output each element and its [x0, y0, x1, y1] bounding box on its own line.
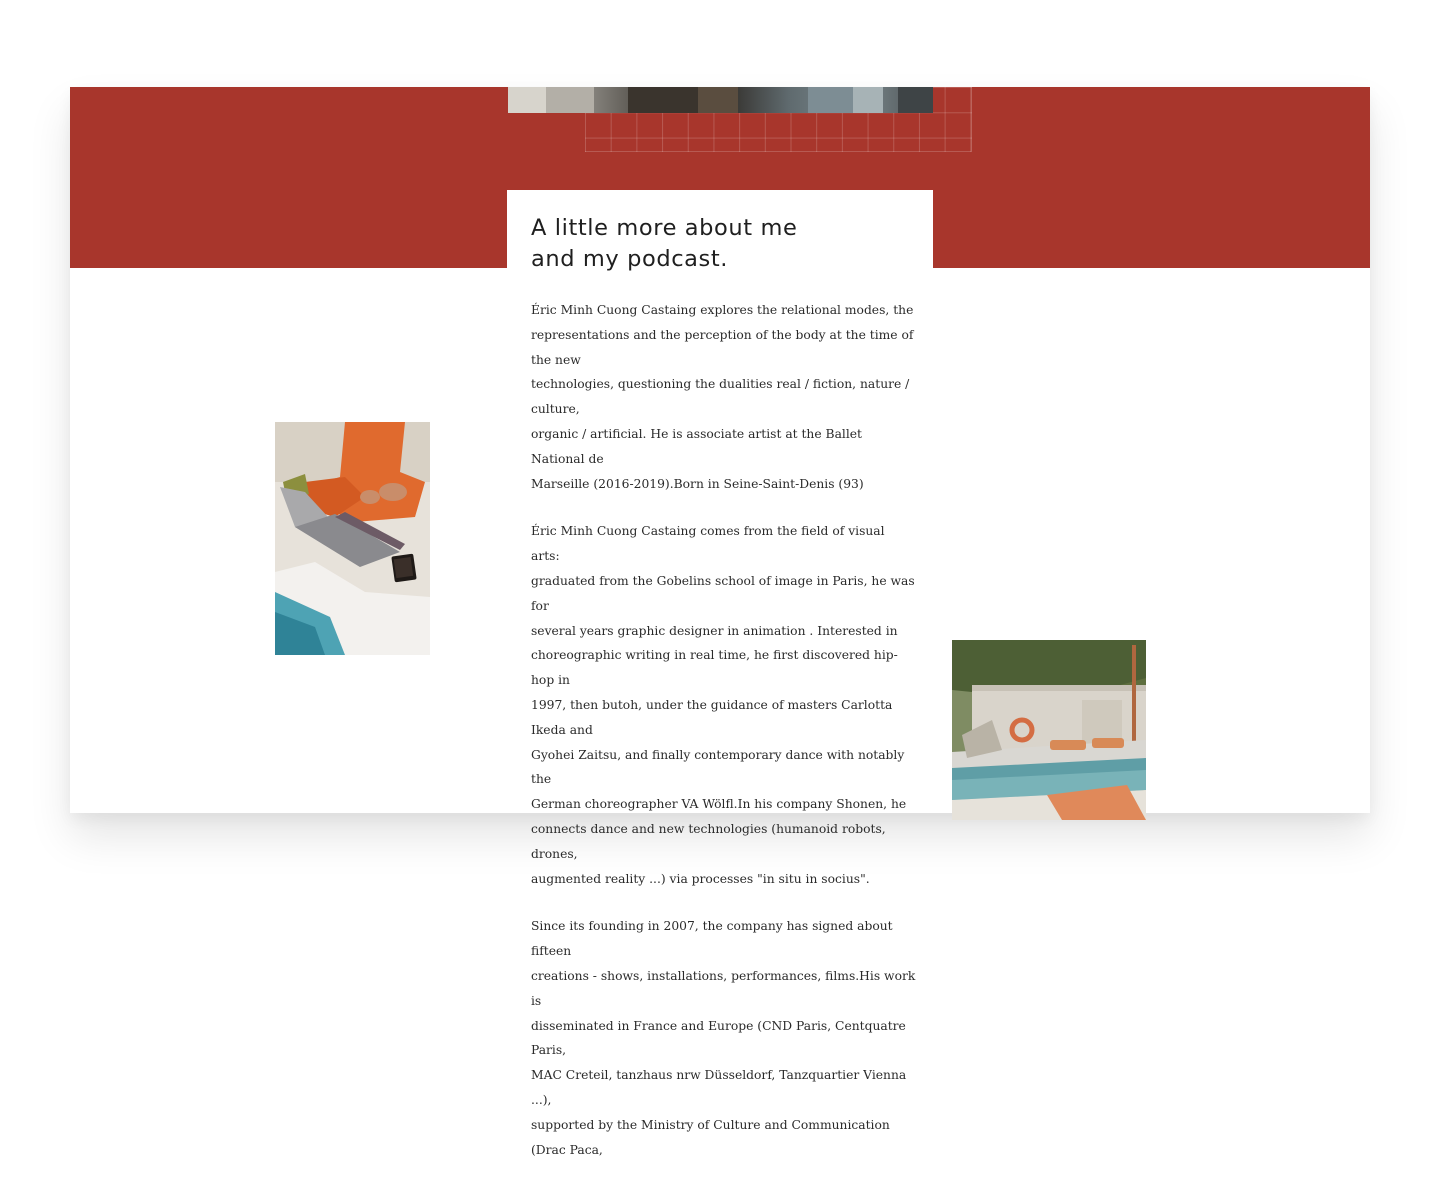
heading-line-1: A little more about me — [531, 215, 798, 241]
paragraph-company: Since its founding in 2007, the company has signed about fifteen creations - shows, installations, performances, films.His work is disseminated in France and Europe (CND Paris, Centquatre Paris, MAC Creteil, tanzhaus nrw Düsseldorf, Tanzquartier Vienna ...), supported by the Ministry of Culture and Communication (Drac Paca, — [531, 919, 916, 1157]
page-frame — [70, 87, 1370, 1157]
woman-laptop-photo — [275, 422, 430, 655]
top-photo — [508, 87, 933, 113]
paragraph-intro: Éric Minh Cuong Castaing explores the relational modes, the representations and the perception of the body at the time of the new technologies, questioning the dualities real / fiction, nature / culture, organic / artificial. He is associate artist at the Ballet National de Marseille (2016-2019).Born in Seine-Saint-Denis (93) — [531, 303, 914, 491]
heading-line-2: and my podcast. — [531, 246, 729, 272]
pool-photo — [952, 640, 1146, 820]
about-text — [531, 298, 916, 1185]
paragraph-background: Éric Minh Cuong Castaing comes from the field of visual arts: graduated from the Gobelins school of image in Paris, he was for several years graphic designer in animation . Interested in choreographic writing in real time, he first discovered hip-hop in 1997, then butoh, under the guidance of masters Carlotta Ikeda and Gyohei Zaitsu, and finally contemporary dance with notably the German choreographer VA Wölfl.In his company Shonen, he connects dance and new technologies (humanoid robots, drones, augmented reality ...) via processes "in situ in socius". — [531, 524, 915, 886]
section-heading — [531, 213, 851, 275]
